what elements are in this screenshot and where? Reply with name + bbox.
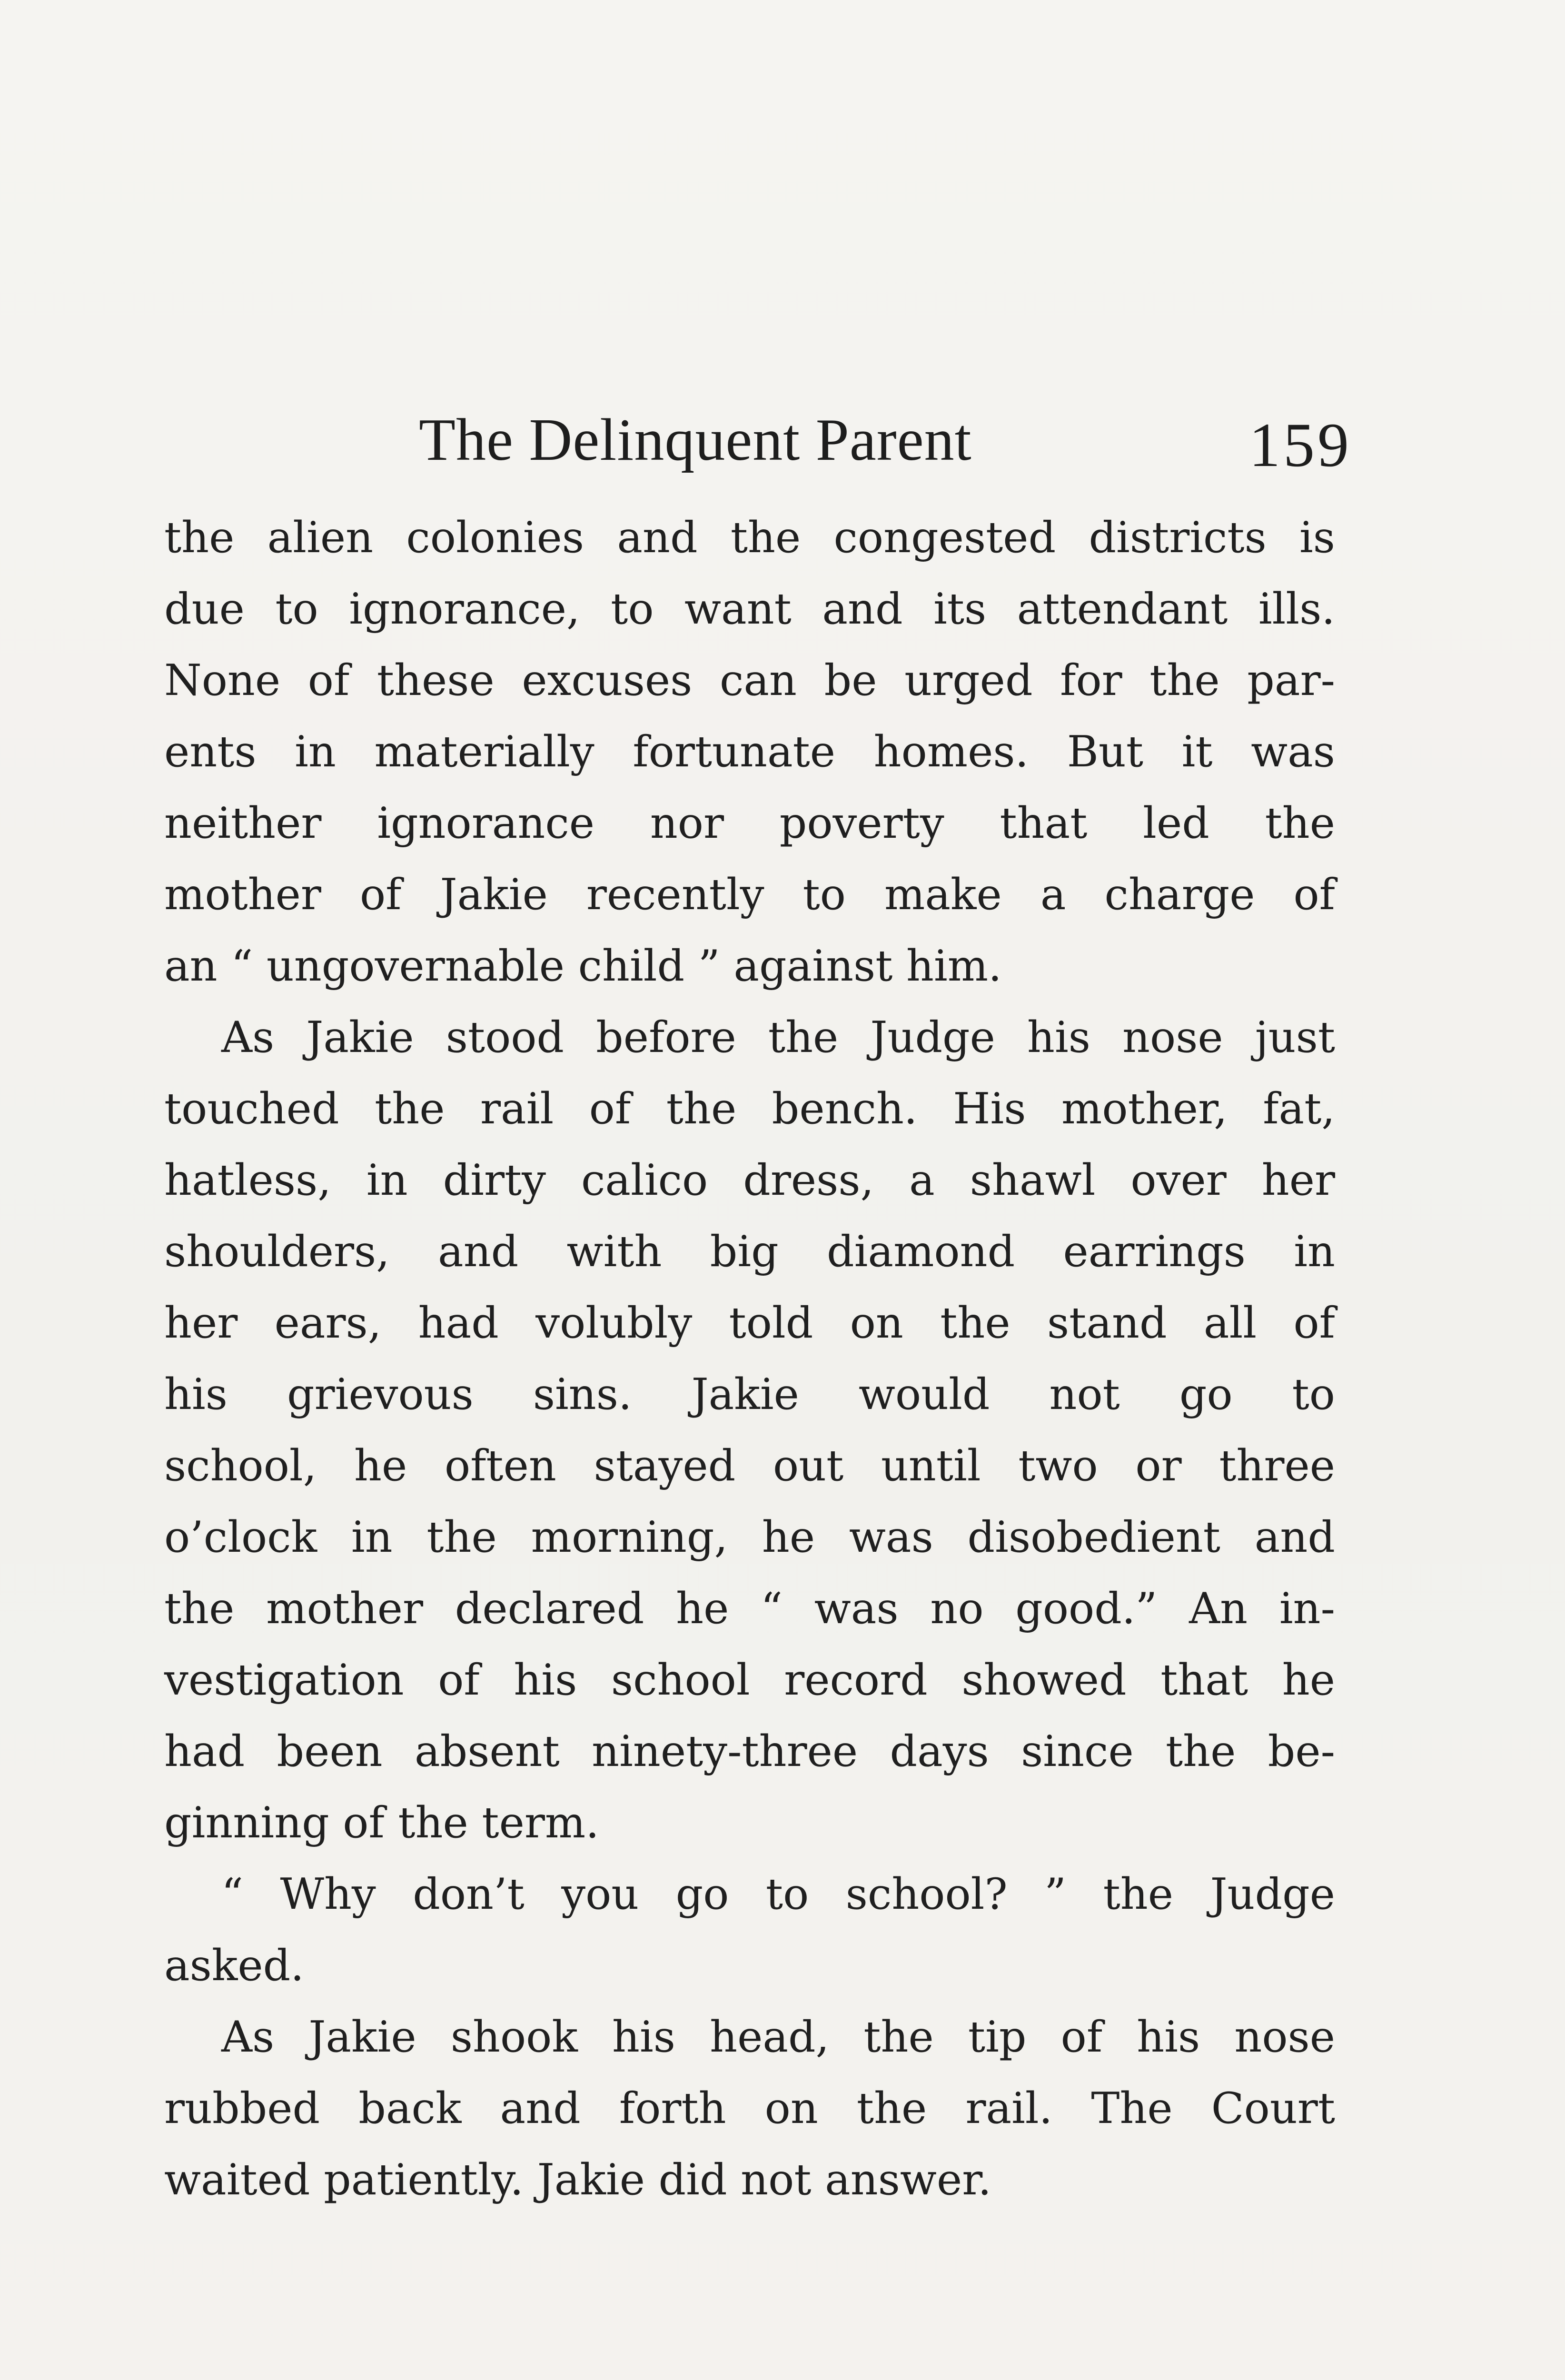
- text-line: vestigation of his school record showed that he: [164, 1655, 1335, 1705]
- text-line: neither ignorance nor poverty that led the: [164, 798, 1335, 848]
- text-line: mother of Jakie recently to make a charge of: [164, 870, 1335, 920]
- text-line: his grievous sins. Jakie would not go to: [164, 1369, 1335, 1419]
- text-line: school, he often stayed out until two or three: [164, 1441, 1335, 1491]
- text-line: due to ignorance, to want and its attendant ills.: [164, 584, 1335, 634]
- running-title: The Delinquent Parent: [419, 407, 972, 473]
- page-header: [419, 407, 1352, 480]
- text-line: waited patiently. Jakie did not answer.: [164, 2155, 991, 2205]
- text-line: ents in materially fortunate homes. But it was: [164, 727, 1335, 777]
- text-line: had been absent ninety-three days since the be-: [164, 1726, 1335, 1776]
- text-line: As Jakie shook his head, the tip of his nose: [221, 2012, 1335, 2062]
- text-line: o’clock in the morning, he was disobedient and: [164, 1512, 1335, 1562]
- text-line: the alien colonies and the congested districts is: [164, 513, 1335, 563]
- text-line: None of these excuses can be urged for the par-: [164, 655, 1335, 705]
- text-line: “ Why don’t you go to school? ” the Judge: [221, 1869, 1335, 1919]
- text-line: rubbed back and forth on the rail. The Court: [164, 2083, 1335, 2133]
- text-line: an “ ungovernable child ” against him.: [164, 941, 1002, 991]
- text-line: asked.: [164, 1941, 304, 1991]
- text-line: shoulders, and with big diamond earrings in: [164, 1227, 1335, 1277]
- text-line: hatless, in dirty calico dress, a shawl over her: [164, 1155, 1335, 1205]
- page-number: 159: [1249, 410, 1352, 480]
- text-line: As Jakie stood before the Judge his nose just: [221, 1012, 1335, 1062]
- body-text: [164, 502, 1335, 2216]
- text-line: ginning of the term.: [164, 1798, 599, 1848]
- text-line: touched the rail of the bench. His mother, fat,: [164, 1084, 1335, 1134]
- text-line: the mother declared he “ was no good.” An in-: [164, 1584, 1335, 1634]
- text-line: her ears, had volubly told on the stand all of: [164, 1298, 1335, 1348]
